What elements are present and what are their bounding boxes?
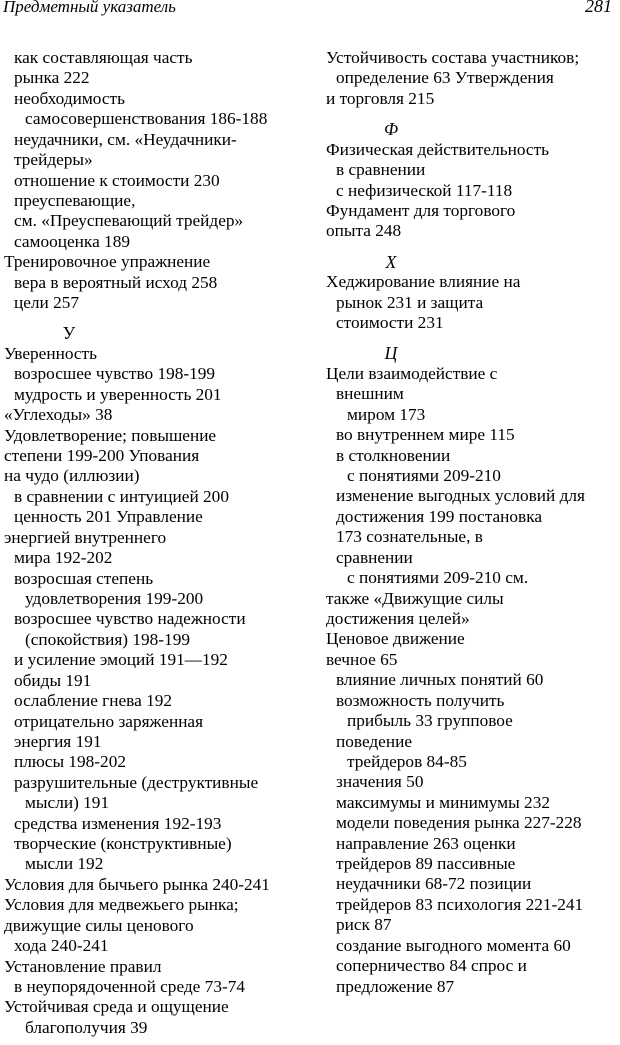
index-subentry: неудачники 68-72 позиции <box>336 874 532 894</box>
index-entry: Физическая действительность <box>326 139 550 159</box>
index-subentry: обиды 191 <box>14 670 92 690</box>
section-letter-heading: Ц <box>384 343 398 364</box>
index-subentry: с понятиями 209-210 см. <box>347 568 529 588</box>
index-subentry: мысли) 191 <box>25 793 110 813</box>
index-entry: движущие силы ценового <box>4 915 194 935</box>
index-subentry: в сравнении <box>336 160 426 180</box>
index-subentry: возросшее чувство надежности <box>14 609 246 629</box>
index-subentry: сравнении <box>336 547 413 567</box>
index-subentry: вера в вероятный исход 258 <box>14 272 218 292</box>
index-subentry: отрицательно заряженная <box>14 711 204 731</box>
index-subentry: неудачники, см. «Неудачники- <box>14 129 237 149</box>
index-subentry: и усиление эмоций 191—192 <box>14 650 228 670</box>
index-subentry: во внутреннем мире 115 <box>336 425 515 445</box>
index-entry: вечное 65 <box>326 649 398 669</box>
index-subentry: необходимость <box>14 88 125 108</box>
index-subentry: в неупорядоченной среде 73-74 <box>14 976 245 996</box>
section-letter-heading: Х <box>385 251 397 272</box>
index-column-left <box>4 48 294 1038</box>
index-subentry: ослабление гнева 192 <box>14 691 173 711</box>
index-entry: Ценовое движение <box>326 629 465 649</box>
index-entry: Установление правил <box>4 956 162 976</box>
index-subentry: стоимости 231 <box>336 313 444 333</box>
index-subentry: внешним <box>336 384 404 404</box>
index-subentry: средства изменения 192-193 <box>14 813 222 833</box>
index-subentry: создание выгодного момента 60 <box>336 935 571 955</box>
index-subentry: трейдеров 83 психология 221-241 <box>336 894 584 914</box>
index-column-right <box>326 48 620 997</box>
section-spacer <box>4 313 294 323</box>
index-subentry: хода 240-241 <box>14 936 109 956</box>
index-subentry: определение 63 Утверждения <box>336 68 554 88</box>
index-subentry: влияние личных понятий 60 <box>336 670 544 690</box>
index-entry: Удовлетворение; повышение <box>4 425 217 445</box>
index-entry: степени 199-200 Упования <box>4 446 200 466</box>
index-subentry: соперничество 84 спрос и <box>336 956 527 976</box>
index-subentry: миром 173 <box>347 404 426 424</box>
index-subentry: ценность 201 Управление <box>14 507 203 527</box>
index-entry: также «Движущие силы <box>326 588 504 608</box>
section-spacer <box>326 333 620 343</box>
index-subentry: с понятиями 209-210 <box>347 466 501 486</box>
index-subentry: благополучия 39 <box>25 1017 148 1037</box>
index-subentry: в сравнении с интуицией 200 <box>14 486 229 506</box>
index-subentry: рынок 231 и защита <box>336 292 484 312</box>
index-subentry: мира 192-202 <box>14 548 113 568</box>
index-subentry: удовлетворения 199-200 <box>25 588 204 608</box>
index-subentry: трейдеры» <box>14 150 93 170</box>
index-entry: и торговля 215 <box>326 88 435 108</box>
index-subentry: самооценка 189 <box>14 231 130 251</box>
section-letter-heading: У <box>62 323 76 344</box>
index-subentry: риск 87 <box>336 915 392 935</box>
index-entry: Хеджирование влияние на <box>326 272 521 292</box>
index-entry: Уверенность <box>4 343 97 363</box>
index-subentry: прибыль 33 групповое <box>347 711 513 731</box>
index-entry: опыта 248 <box>326 221 402 241</box>
running-head-title: Предметный указатель <box>3 0 176 16</box>
index-entry: Устойчивость состава участников; <box>326 48 580 67</box>
index-subentry: значения 50 <box>336 772 424 792</box>
index-subentry: направление 263 оценки <box>336 833 516 853</box>
page-header <box>0 0 620 22</box>
index-subentry: см. «Преуспевающий трейдер» <box>14 211 244 231</box>
index-entry: Устойчивая среда и ощущение <box>4 997 229 1017</box>
index-subentry: преуспевающие, <box>14 190 136 210</box>
index-subentry: плюсы 198-202 <box>14 752 126 772</box>
section-letter-heading: Ф <box>383 119 399 140</box>
index-subentry: изменение выгодных условий для <box>336 486 585 506</box>
index-entry: Условия для бычьего рынка 240-241 <box>4 874 270 894</box>
index-entry: Фундамент для торгового <box>326 200 516 220</box>
index-subentry: цели 257 <box>14 293 80 313</box>
index-subentry: разрушительные (деструктивные <box>14 772 259 792</box>
index-entry: Условия для медвежьего рынка; <box>4 895 239 915</box>
page-number: 281 <box>585 0 612 16</box>
index-subentry: как составляющая часть <box>14 48 193 67</box>
index-entry: Тренировочное упражнение <box>4 252 211 272</box>
index-entry: Цели взаимодействие с <box>326 363 498 383</box>
index-subentry: модели поведения рынка 227-228 <box>336 813 582 833</box>
section-spacer <box>326 109 620 119</box>
index-subentry: поведение <box>336 731 413 751</box>
index-subentry: возросшее чувство 198-199 <box>14 364 216 384</box>
index-subentry: (спокойствия) 198-199 <box>25 629 190 649</box>
index-subentry: отношение к стоимости 230 <box>14 170 220 190</box>
index-entry: на чудо (иллюзии) <box>4 466 140 486</box>
index-subentry: достижения 199 постановка <box>336 506 542 526</box>
index-subentry: максимумы и минимумы 232 <box>336 792 550 812</box>
index-subentry: предложение 87 <box>336 976 455 996</box>
index-subentry: мысли 192 <box>25 854 104 874</box>
index-subentry: с нефизической 117-118 <box>336 180 513 200</box>
index-subentry: самосовершенствования 186-188 <box>25 109 268 129</box>
index-entry: «Углеходы» 38 <box>4 405 113 425</box>
index-subentry: возросшая степень <box>14 568 154 588</box>
index-subentry: мудрость и уверенность 201 <box>14 384 222 404</box>
index-subentry: в столкновении <box>336 445 451 465</box>
index-subentry: трейдеров 84-85 <box>347 751 467 771</box>
index-entry: достижения целей» <box>326 608 470 628</box>
index-entry: энергией внутреннего <box>4 527 167 547</box>
index-subentry: рынка 222 <box>14 68 90 88</box>
index-subentry: трейдеров 89 пассивные <box>336 854 516 874</box>
index-subentry: 173 сознательные, в <box>336 527 483 547</box>
index-subentry: энергия 191 <box>14 731 102 751</box>
section-spacer <box>326 242 620 252</box>
index-subentry: творческие (конструктивные) <box>14 834 232 854</box>
index-subentry: возможность получить <box>336 690 505 710</box>
